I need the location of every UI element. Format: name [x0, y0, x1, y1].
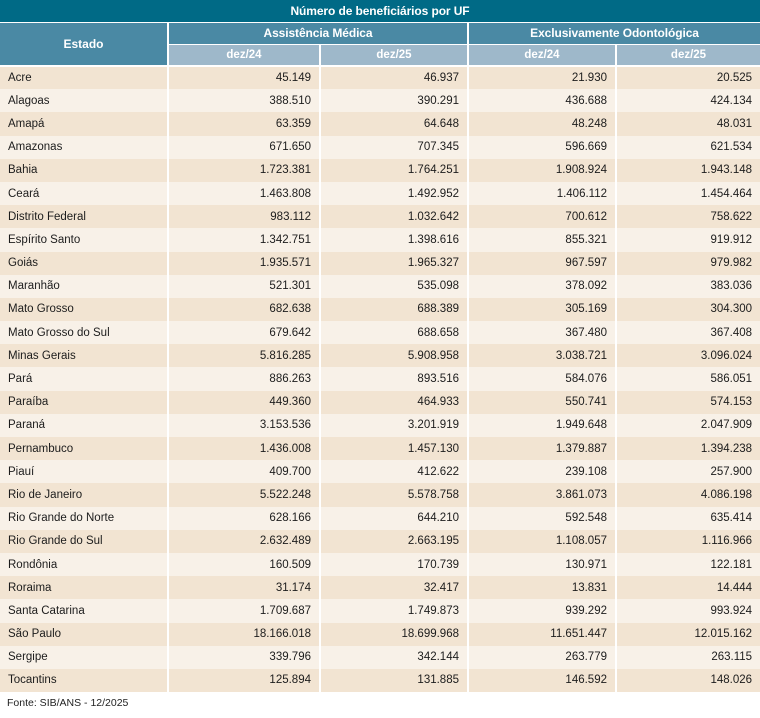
value-cell: 939.292 [468, 599, 616, 622]
state-name-cell: Roraima [8, 581, 52, 594]
value-cell: 855.321 [468, 228, 616, 251]
value-cell: 170.739 [320, 553, 468, 576]
value-cell: 160.509 [168, 553, 320, 576]
value-cell: 122.181 [616, 553, 760, 576]
value-cell: 5.522.248 [168, 483, 320, 506]
value-cell: 3.201.919 [320, 414, 468, 437]
value-cell: 644.210 [320, 507, 468, 530]
subheader-medica-dez25: dez/25 [320, 44, 468, 66]
table-row [0, 228, 760, 251]
value-cell: 1.342.751 [168, 228, 320, 251]
state-name-cell: Rio Grande do Norte [8, 512, 115, 525]
value-cell: 1.436.008 [168, 437, 320, 460]
value-cell: 412.622 [320, 460, 468, 483]
state-name-cell: Rio Grande do Sul [8, 535, 103, 548]
table-row [0, 112, 760, 135]
value-cell: 48.248 [468, 112, 616, 135]
value-cell: 688.389 [320, 298, 468, 321]
state-name-cell: Piauí [8, 465, 35, 478]
value-cell: 1.032.642 [320, 205, 468, 228]
state-name-cell: Ceará [8, 187, 40, 200]
value-cell: 48.031 [616, 112, 760, 135]
value-cell: 1.463.808 [168, 182, 320, 205]
value-cell: 263.115 [616, 646, 760, 669]
state-name-cell: São Paulo [8, 628, 62, 641]
state-name-cell: Santa Catarina [8, 604, 85, 617]
value-cell: 1.965.327 [320, 252, 468, 275]
value-cell: 1.406.112 [468, 182, 616, 205]
value-cell: 1.108.057 [468, 530, 616, 553]
value-cell: 409.700 [168, 460, 320, 483]
table-row [0, 367, 760, 390]
value-cell: 621.534 [616, 136, 760, 159]
value-cell: 967.597 [468, 252, 616, 275]
value-cell: 679.642 [168, 321, 320, 344]
table-row [0, 205, 760, 228]
value-cell: 893.516 [320, 367, 468, 390]
value-cell: 993.924 [616, 599, 760, 622]
value-cell: 18.166.018 [168, 623, 320, 646]
source-note: Fonte: SIB/ANS - 12/2025 [7, 697, 129, 710]
value-cell: 688.658 [320, 321, 468, 344]
value-cell: 628.166 [168, 507, 320, 530]
value-cell: 1.764.251 [320, 159, 468, 182]
value-cell: 148.026 [616, 669, 760, 692]
value-cell: 263.779 [468, 646, 616, 669]
value-cell: 339.796 [168, 646, 320, 669]
group-header-assistencia-medica: Assistência Médica [168, 22, 468, 44]
value-cell: 14.444 [616, 576, 760, 599]
table-row [0, 344, 760, 367]
value-cell: 130.971 [468, 553, 616, 576]
table-row [0, 576, 760, 599]
table-body [0, 66, 760, 692]
value-cell: 18.699.968 [320, 623, 468, 646]
value-cell: 1.394.238 [616, 437, 760, 460]
value-cell: 5.908.958 [320, 344, 468, 367]
value-cell: 586.051 [616, 367, 760, 390]
state-name-cell: Paraíba [8, 396, 49, 409]
value-cell: 11.651.447 [468, 623, 616, 646]
subheader-odonto-dez24: dez/24 [468, 44, 616, 66]
table-row [0, 437, 760, 460]
value-cell: 1.935.571 [168, 252, 320, 275]
value-cell: 2.047.909 [616, 414, 760, 437]
value-cell: 3.861.073 [468, 483, 616, 506]
value-cell: 21.930 [468, 66, 616, 89]
value-cell: 367.408 [616, 321, 760, 344]
state-name-cell: Amazonas [8, 141, 63, 154]
state-name-cell: Maranhão [8, 280, 60, 293]
value-cell: 1.379.887 [468, 437, 616, 460]
table-header [0, 0, 760, 66]
table-row [0, 460, 760, 483]
value-cell: 449.360 [168, 391, 320, 414]
value-cell: 671.650 [168, 136, 320, 159]
value-cell: 131.885 [320, 669, 468, 692]
state-name-cell: Amapá [8, 117, 45, 130]
value-cell: 919.912 [616, 228, 760, 251]
value-cell: 886.263 [168, 367, 320, 390]
state-name-cell: Pernambuco [8, 442, 74, 455]
state-name-cell: Rio de Janeiro [8, 488, 83, 501]
value-cell: 1.949.648 [468, 414, 616, 437]
value-cell: 596.669 [468, 136, 616, 159]
value-cell: 2.663.195 [320, 530, 468, 553]
table-row [0, 321, 760, 344]
state-name-cell: Mato Grosso [8, 303, 74, 316]
value-cell: 3.096.024 [616, 344, 760, 367]
value-cell: 464.933 [320, 391, 468, 414]
value-cell: 682.638 [168, 298, 320, 321]
value-cell: 64.648 [320, 112, 468, 135]
state-name-cell: Alagoas [8, 94, 50, 107]
value-cell: 979.982 [616, 252, 760, 275]
value-cell: 305.169 [468, 298, 616, 321]
table-row [0, 89, 760, 112]
value-cell: 257.900 [616, 460, 760, 483]
table-row [0, 646, 760, 669]
table-row [0, 669, 760, 692]
value-cell: 304.300 [616, 298, 760, 321]
table-row [0, 275, 760, 298]
column-header-estado: Estado [0, 22, 168, 66]
value-cell: 31.174 [168, 576, 320, 599]
value-cell: 3.153.536 [168, 414, 320, 437]
state-name-cell: Distrito Federal [8, 210, 86, 223]
state-name-cell: Paraná [8, 419, 46, 432]
value-cell: 342.144 [320, 646, 468, 669]
table-row [0, 298, 760, 321]
value-cell: 125.894 [168, 669, 320, 692]
value-cell: 3.038.721 [468, 344, 616, 367]
state-name-cell: Mato Grosso do Sul [8, 326, 110, 339]
subheader-odonto-dez25: dez/25 [616, 44, 760, 66]
value-cell: 63.359 [168, 112, 320, 135]
value-cell: 239.108 [468, 460, 616, 483]
table-row [0, 159, 760, 182]
value-cell: 707.345 [320, 136, 468, 159]
value-cell: 388.510 [168, 89, 320, 112]
value-cell: 521.301 [168, 275, 320, 298]
table-row [0, 553, 760, 576]
value-cell: 1.457.130 [320, 437, 468, 460]
state-name-cell: Acre [8, 72, 32, 85]
value-cell: 635.414 [616, 507, 760, 530]
state-name-cell: Rondônia [8, 558, 58, 571]
value-cell: 584.076 [468, 367, 616, 390]
group-header-exclusivamente-odontologica: Exclusivamente Odontológica [468, 22, 760, 44]
value-cell: 13.831 [468, 576, 616, 599]
state-name-cell: Sergipe [8, 651, 48, 664]
value-cell: 12.015.162 [616, 623, 760, 646]
value-cell: 383.036 [616, 275, 760, 298]
value-cell: 146.592 [468, 669, 616, 692]
table-row [0, 182, 760, 205]
state-name-cell: Goiás [8, 257, 39, 270]
table-row [0, 483, 760, 506]
state-name-cell: Tocantins [8, 674, 57, 687]
value-cell: 574.153 [616, 391, 760, 414]
value-cell: 390.291 [320, 89, 468, 112]
value-cell: 592.548 [468, 507, 616, 530]
value-cell: 535.098 [320, 275, 468, 298]
value-cell: 550.741 [468, 391, 616, 414]
value-cell: 1.943.148 [616, 159, 760, 182]
value-cell: 1.454.464 [616, 182, 760, 205]
value-cell: 424.134 [616, 89, 760, 112]
table-row [0, 599, 760, 622]
state-name-cell: Minas Gerais [8, 349, 76, 362]
table-row [0, 252, 760, 275]
value-cell: 1.116.966 [616, 530, 760, 553]
table-row [0, 507, 760, 530]
table-row [0, 623, 760, 646]
value-cell: 983.112 [168, 205, 320, 228]
value-cell: 1.398.616 [320, 228, 468, 251]
table-row [0, 136, 760, 159]
state-name-cell: Espírito Santo [8, 233, 81, 246]
table-row [0, 530, 760, 553]
table-row [0, 66, 760, 89]
value-cell: 4.086.198 [616, 483, 760, 506]
value-cell: 5.816.285 [168, 344, 320, 367]
state-name-cell: Pará [8, 373, 33, 386]
value-cell: 436.688 [468, 89, 616, 112]
value-cell: 20.525 [616, 66, 760, 89]
value-cell: 700.612 [468, 205, 616, 228]
state-name-cell: Bahia [8, 164, 38, 177]
value-cell: 46.937 [320, 66, 468, 89]
value-cell: 1.908.924 [468, 159, 616, 182]
value-cell: 32.417 [320, 576, 468, 599]
subheader-medica-dez24: dez/24 [168, 44, 320, 66]
value-cell: 45.149 [168, 66, 320, 89]
table-title: Número de beneficiários por UF [0, 0, 760, 22]
table-row [0, 414, 760, 437]
value-cell: 1.709.687 [168, 599, 320, 622]
table-row [0, 391, 760, 414]
value-cell: 378.092 [468, 275, 616, 298]
value-cell: 1.723.381 [168, 159, 320, 182]
value-cell: 1.749.873 [320, 599, 468, 622]
value-cell: 2.632.489 [168, 530, 320, 553]
value-cell: 1.492.952 [320, 182, 468, 205]
value-cell: 758.622 [616, 205, 760, 228]
value-cell: 5.578.758 [320, 483, 468, 506]
value-cell: 367.480 [468, 321, 616, 344]
